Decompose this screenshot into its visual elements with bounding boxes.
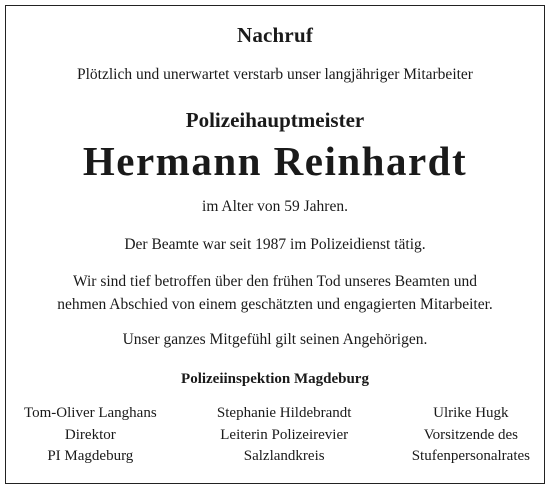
signer-unit: PI Magdeburg	[47, 448, 134, 464]
signer-role: Direktor	[64, 426, 116, 443]
signer-unit: Stufenpersonalrates	[411, 448, 530, 464]
signer-name: Tom-Oliver Langhans	[24, 405, 157, 421]
signer-langhans	[24, 403, 157, 468]
sorrow-line: nehmen Abschied von einem geschätzten und engagierten Mitarbeiter.	[57, 295, 493, 313]
signer-role: Vorsitzende des	[423, 426, 518, 443]
signer-name: Ulrike Hugk	[433, 405, 509, 421]
obituary-frame	[5, 5, 545, 484]
deceased-name: Hermann Reinhardt	[82, 138, 468, 184]
signer-role: Leiterin Polizeirevier	[220, 426, 349, 443]
deceased-rank: Polizeihauptmeister	[185, 108, 365, 132]
notice-heading: Nachruf	[236, 23, 314, 47]
signer-hildebrandt	[217, 403, 352, 468]
age-text: im Alter von 59 Jahren.	[202, 198, 348, 215]
signer-unit: Salzlandkreis	[243, 448, 325, 464]
intro-text: Plötzlich und unerwartet verstarb unser langjähriger Mitarbeiter	[77, 66, 473, 83]
signer-name: Stephanie Hildebrandt	[216, 405, 352, 421]
signer-hugk	[412, 403, 530, 468]
signatures-block	[6, 403, 544, 468]
service-text: Der Beamte war seit 1987 im Polizeidienst tätig.	[124, 236, 426, 253]
organization-name: Polizeiinspektion Magdeburg	[181, 371, 369, 387]
sorrow-paragraph	[6, 271, 544, 316]
sympathy-text: Unser ganzes Mitgefühl gilt seinen Angehörigen.	[122, 331, 428, 348]
sorrow-line: Wir sind tief betroffen über den frühen Tod unseres Beamten und	[72, 273, 478, 290]
